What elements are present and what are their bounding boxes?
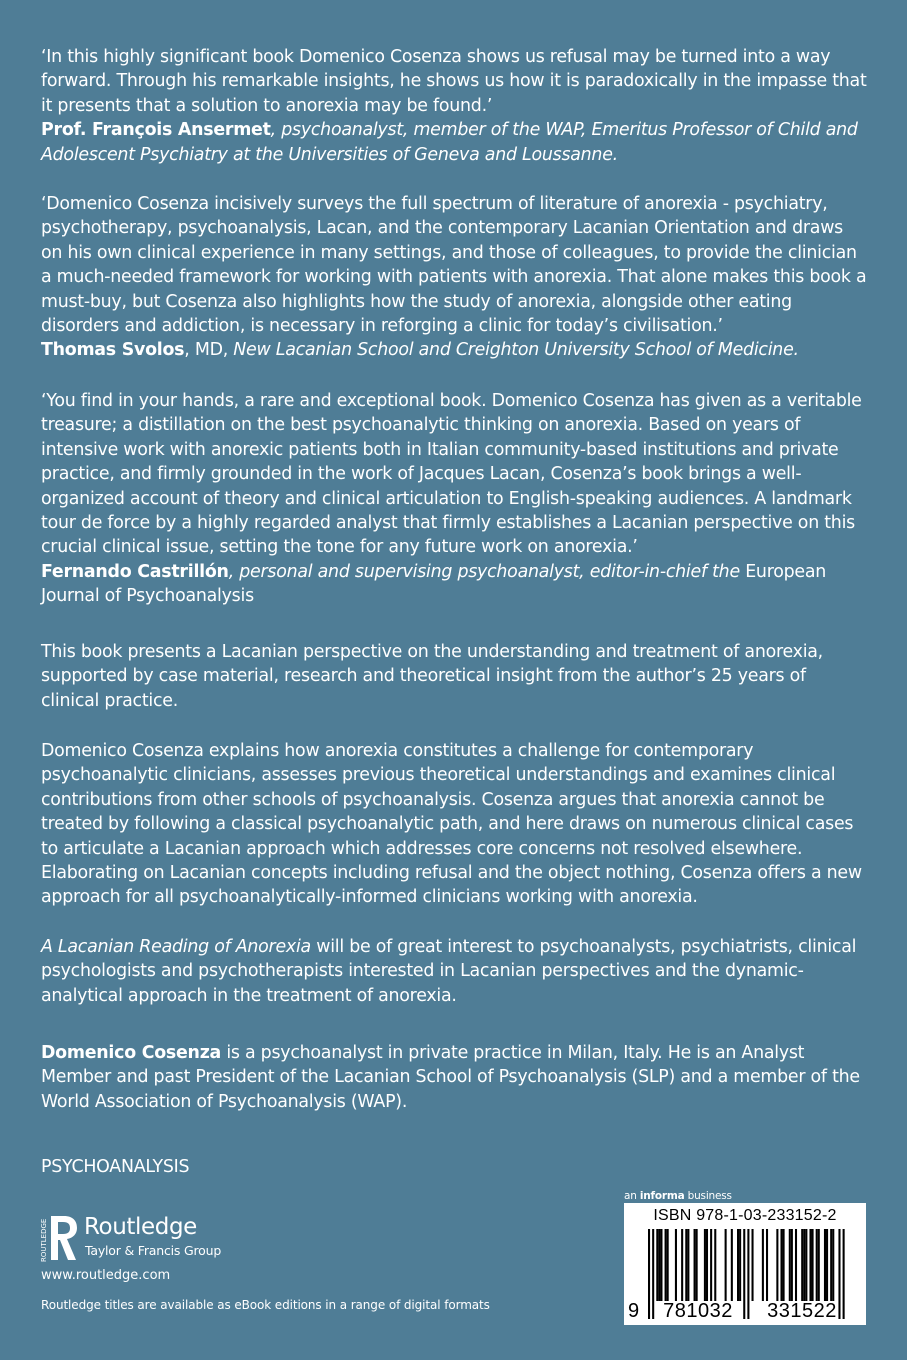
barcode-bar [826, 1229, 828, 1301]
endorsement-castrillon [41, 389, 867, 609]
endorser-name: Prof. François Ansermet [41, 120, 271, 141]
isbn-label: ISBN 978-1-03-233152-2 [653, 1207, 837, 1224]
barcode-bar [795, 1229, 797, 1301]
barcode-bar [660, 1229, 662, 1301]
barcode-bar [687, 1229, 689, 1301]
barcode-bar [812, 1229, 814, 1301]
barcode-bar [783, 1229, 785, 1301]
barcode-bar [656, 1229, 658, 1301]
barcode-bar [710, 1229, 712, 1301]
book-title: A Lacanian Reading of Anorexia [41, 937, 311, 957]
barcode-bar [725, 1229, 727, 1301]
description-paragraph-3 [41, 935, 867, 1008]
barcode-bar [731, 1229, 733, 1301]
barcode-bar [776, 1229, 778, 1301]
barcode-bar [762, 1229, 764, 1301]
endorsement-text: ‘Domenico Cosenza incisively surveys the full spectrum of literature of anorexia - psychiatry, psychotherapy, psychoanalysis, Lacan, and the contemporary Lacanian Orientation and draws on his own clinical experience in many settings, and those of colleagues, to provide the clinician a much-needed framework for working with patients with anorexia. That alone makes this book a must-buy, but Cosenza also highlights how the study of anorexia, alongside other eating disorders and addiction, is necessary in reforging a clinic for today’s civilisation.’ [41, 194, 867, 337]
barcode-bar [816, 1229, 818, 1301]
description-paragraph-1: This book presents a Lacanian perspective on the understanding and treatment of anorexia, supported by case material, research and theoretical insight from the author’s 25 years of clinical practice. [41, 642, 823, 711]
endorser-degree: , MD, [184, 340, 234, 361]
publisher-website[interactable]: www.routledge.com [41, 1268, 171, 1283]
barcode-bar [803, 1229, 805, 1301]
informa-brand: informa [639, 1190, 685, 1202]
barcode-bar [766, 1229, 768, 1301]
barcode-bar [789, 1229, 791, 1301]
barcode-bar [832, 1229, 834, 1301]
barcode-bar [824, 1229, 826, 1301]
barcode-bar [791, 1229, 793, 1301]
barcode-bar [809, 1229, 811, 1301]
barcode-bar [737, 1229, 739, 1301]
endorsement-text: ‘In this highly significant book Domenico Cosenza shows us refusal may be turned into a way forward. Through his remarkable insights, he shows us how it is paradoxically in the impasse that it presents that a solution to anorexia may be found.’ [41, 47, 867, 116]
endorsement-ansermet [41, 45, 867, 167]
subject-category: PSYCHOANALYSIS [41, 1157, 190, 1177]
barcode-digit-first: 9 [628, 1300, 640, 1322]
description-paragraph-2: Domenico Cosenza explains how anorexia constitutes a challenge for contemporary psychoanalytic clinicians, assesses previous theoretical understandings and examines clinical contributions from other schools of psychoanalysis. Cosenza argues that anorexia cannot be treated by following a classical psychoanalytic path, and here draws on numerous clinical cases to articulate a Lacanian approach which addresses core concerns not resolved elsewhere. Elaborating on Lacanian concepts including refusal and the object nothing, Cosenza offers a new approach for all psychoanalytically-informed clinicians working with anorexia. [41, 741, 862, 908]
barcode-bar [805, 1229, 807, 1301]
author-bio-text: is a psychoanalyst in private practice in Milan, Italy. He is an Analyst Member and past President of the Lacanian School of Psychoanalysis (SLP) and a member of the World Association of Psychoanalysis (WAP). [41, 1043, 860, 1112]
barcode-bar [667, 1229, 669, 1301]
barcode-bar [681, 1229, 683, 1301]
barcode-bar [704, 1229, 706, 1301]
endorser-name: Thomas Svolos [41, 340, 185, 361]
routledge-r-icon [40, 1212, 80, 1264]
journal-title: European Journal of Psychoanalysis [41, 561, 827, 607]
ebook-note: Routledge titles are available as eBook editions in a range of digital formats [41, 1298, 490, 1312]
informa-business-line [624, 1190, 732, 1202]
barcode-digit-group-1: 781032 [663, 1300, 733, 1322]
publisher-name: Routledge [84, 1214, 197, 1240]
description-text: will be of great interest to psychoanalysts, psychiatrists, clinical psychologists and psychotherapists interested in Lacanian perspectives and the dynamic-analytical approach in the treatment of anorexia. [41, 937, 857, 1006]
barcode-bar [780, 1229, 782, 1301]
endorser-affiliation: , personal and supervising psychoanalyst, editor-in-chief the [228, 561, 746, 582]
author-name: Domenico Cosenza [41, 1043, 222, 1063]
author-bio [41, 1041, 867, 1114]
barcode-bar [801, 1229, 803, 1301]
endorser-name: Fernando Castrillón [41, 561, 229, 582]
barcode-bar [675, 1229, 677, 1301]
endorsement-text: ‘You find in your hands, a rare and exceptional book. Domenico Cosenza has given as a veritable treasure; a distillation on the best psychoanalytic thinking on anorexia. Based on years of intensive work with anorexic patients both in Italian community-based institutions and private practice, and firmly grounded in the work of Jacques Lacan, Cosenza’s book brings a well-organized account of theory and clinical articulation to English-speaking audiences. A landmark tour de force by a highly regarded analyst that firmly establishes a Lacanian perspective on this crucial clinical issue, setting the tone for any future work on anorexia.’ [41, 391, 862, 558]
barcode-bar [714, 1229, 716, 1301]
barcode-bar [739, 1229, 741, 1301]
barcode-bar [658, 1229, 660, 1301]
logo-vertical-text: ROUTLEDGE [40, 1218, 48, 1262]
informa-prefix: an [624, 1190, 640, 1202]
informa-suffix: business [684, 1190, 732, 1202]
endorser-affiliation: , psychoanalyst, member of the WAP, Emeritus Professor of Child and Adolescent Psychiatry at the Universities of Geneva and Loussanne. [41, 120, 858, 165]
isbn-barcode [624, 1203, 866, 1325]
endorser-affiliation: New Lacanian School and Creighton University School of Medicine. [233, 340, 799, 361]
barcode-bar [696, 1229, 698, 1301]
barcode-bar [830, 1229, 832, 1301]
barcode-bar [665, 1229, 667, 1301]
routledge-logo [40, 1212, 240, 1264]
barcode-bar [685, 1229, 687, 1301]
barcode-bar [752, 1229, 754, 1301]
barcode-digit-group-2: 331522 [767, 1300, 837, 1322]
publisher-group: Taylor & Francis Group [85, 1243, 222, 1258]
barcode-bar [694, 1229, 696, 1301]
barcode-bar [818, 1229, 820, 1301]
barcode-bar [706, 1229, 708, 1301]
endorsement-svolos [41, 192, 867, 363]
